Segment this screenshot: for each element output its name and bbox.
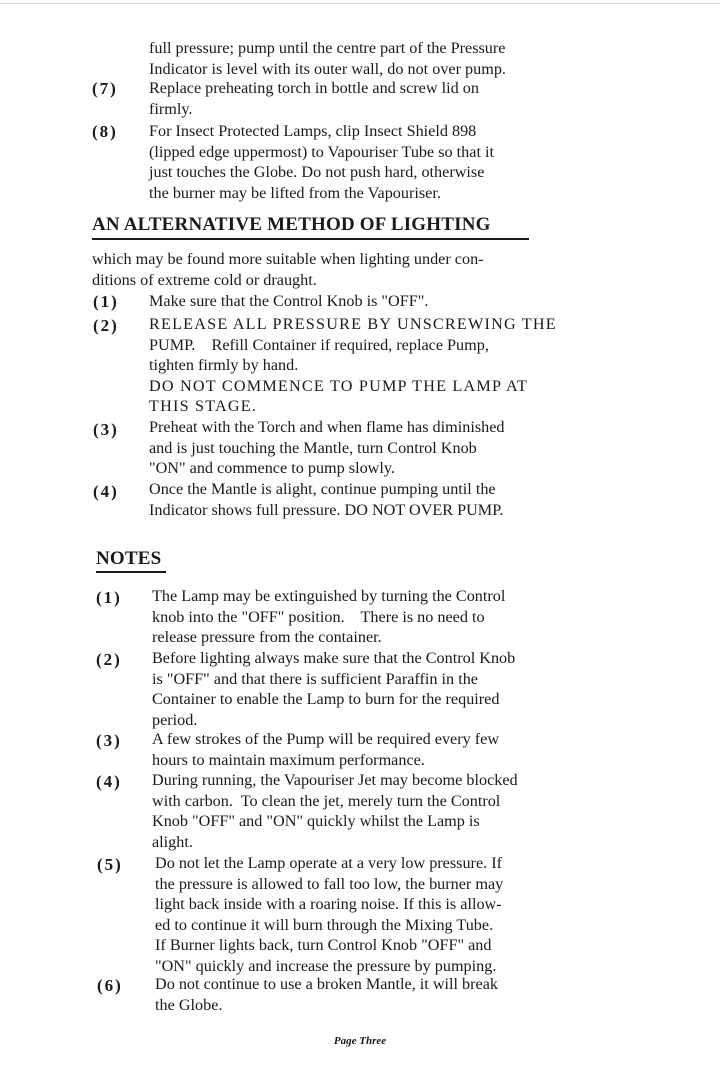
step-line: just touches the Globe. Do not push hard, otherwise	[149, 163, 485, 181]
step-line: the burner may be lifted from the Vapouriser.	[149, 183, 441, 202]
note-line: ed to continue it will burn through the Mixing Tube.	[155, 915, 494, 934]
note-line: with carbon. To clean the jet, merely turn the Control	[152, 791, 501, 810]
intro-line: Indicator is level with its outer wall, do not over pump.	[149, 59, 506, 78]
alt-method-intro	[92, 249, 632, 290]
intro-line: which may be found more suitable when lighting under con-	[92, 250, 484, 268]
step-line: "ON" and commence to pump slowly.	[149, 459, 395, 477]
step-text	[149, 314, 631, 417]
note-number: (6)	[97, 976, 123, 995]
step-number: (2)	[93, 316, 119, 335]
note-line: During running, the Vapouriser Jet may become blocked	[152, 771, 518, 789]
note-line: the Globe.	[155, 995, 223, 1014]
section-heading-alternative-method: AN ALTERNATIVE METHOD OF LIGHTING	[92, 214, 491, 235]
step-line: tighten firmly by hand.	[149, 356, 299, 374]
step-text	[149, 417, 631, 479]
note-text	[152, 729, 634, 770]
step-line: Make sure that the Control Knob is "OFF".	[149, 292, 429, 310]
step-number: (4)	[93, 482, 119, 501]
step-line: RELEASE ALL PRESSURE BY UNSCREWING THE	[149, 315, 557, 333]
note-line: Do not continue to use a broken Mantle, it will break	[155, 975, 499, 993]
step-line: Preheat with the Torch and when flame has diminished	[149, 418, 505, 436]
step-line: Indicator shows full pressure. DO NOT OVER PUMP.	[149, 500, 504, 519]
heading-underline	[92, 238, 529, 240]
step-number: (3)	[93, 420, 119, 439]
step-number: (1)	[93, 292, 119, 311]
page-number: Page Three	[333, 1035, 387, 1047]
step-text	[149, 479, 631, 520]
step-line: Replace preheating torch in bottle and screw lid on	[149, 79, 479, 97]
note-line: If Burner lights back, turn Control Knob "OFF" and	[155, 936, 492, 954]
note-line: Before lighting always make sure that the Control Knob	[152, 649, 516, 667]
step-text	[149, 121, 631, 203]
note-text	[155, 974, 635, 1015]
step-text	[149, 291, 631, 312]
note-line: The Lamp may be extinguished by turning the Control	[152, 587, 506, 605]
step-line: firmly.	[149, 99, 193, 118]
step-line: Once the Mantle is alight, continue pumping until the	[149, 480, 496, 498]
note-line: hours to maintain maximum performance.	[152, 750, 425, 769]
note-line: alight.	[152, 832, 193, 851]
note-number: (2)	[96, 650, 122, 669]
note-line: Do not let the Lamp operate at a very low pressure. If	[155, 854, 503, 872]
intro-line: ditions of extreme cold or draught.	[92, 270, 317, 289]
note-line: knob into the "OFF" position. There is no need to	[152, 607, 485, 626]
note-number: (5)	[97, 855, 123, 874]
note-text	[152, 586, 634, 648]
note-number: (3)	[96, 731, 122, 750]
note-line: A few strokes of the Pump will be required every few	[152, 730, 500, 748]
step-line: PUMP. Refill Container if required, replace Pump,	[149, 335, 489, 354]
step-line: DO NOT COMMENCE TO PUMP THE LAMP AT	[149, 376, 529, 395]
note-line: release pressure from the container.	[152, 628, 382, 646]
note-number: (1)	[96, 588, 122, 607]
step-text	[149, 78, 627, 119]
step-line: (lipped edge uppermost) to Vapouriser Tube so that it	[149, 142, 494, 161]
intro-line: full pressure; pump until the centre part of the Pressure	[149, 39, 506, 57]
step-number: (8)	[92, 122, 118, 141]
note-line: light back inside with a roaring noise. If this is allow-	[155, 895, 502, 913]
note-text	[152, 770, 634, 852]
note-line: Container to enable the Lamp to burn for the required	[152, 690, 500, 708]
note-number: (4)	[96, 772, 122, 791]
heading-underline	[96, 571, 166, 573]
intro-text	[149, 38, 627, 79]
note-line: Knob "OFF" and "ON" quickly whilst the Lamp is	[152, 812, 480, 830]
note-line: period.	[152, 710, 198, 729]
note-line: "ON" quickly and increase the pressure by pumping.	[155, 956, 497, 975]
note-text	[152, 648, 634, 730]
step-number: (7)	[92, 79, 118, 98]
step-line: For Insect Protected Lamps, clip Insect Shield 898	[149, 122, 477, 140]
note-line: is "OFF" and that there is sufficient Paraffin in the	[152, 669, 478, 688]
note-text	[155, 853, 635, 976]
section-heading-notes: NOTES	[96, 548, 162, 569]
step-line: THIS STAGE.	[149, 397, 258, 415]
note-line: the pressure is allowed to fall too low, the burner may	[155, 874, 504, 893]
step-line: and is just touching the Mantle, turn Control Knob	[149, 438, 477, 457]
